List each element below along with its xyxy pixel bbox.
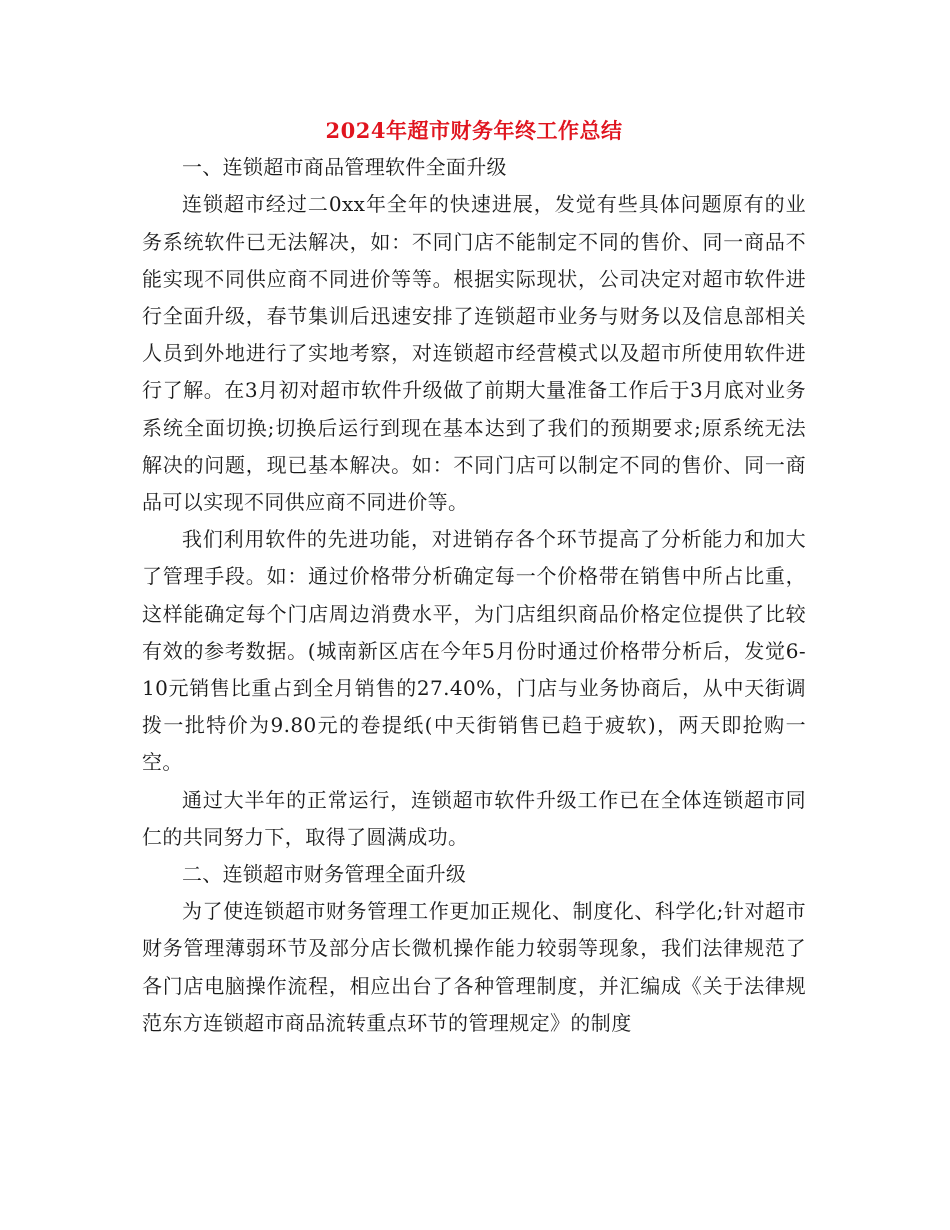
paragraph-3: 通过大半年的正常运行，连锁超市软件升级工作已在全体连锁超市同仁的共同努力下，取得了圆满成功。 bbox=[142, 787, 806, 849]
paragraph-2: 我们利用软件的先进功能，对进销存各个环节提高了分析能力和加大了管理手段。如：通过价格带分析确定每一个价格带在销售中所占比重，这样能确定每个门店周边消费水平，为门店组织商品价格定位提供了比较有效的参考数据。(城南新区店在今年5月份时通过价格带分析后，发觉6-10元销售比重占到全月销售的27.40%，门店与业务协商后，从中天街调拨一批特价为9.80元的卷提纸(中天街销售已趋于疲软)，两天即抢购一空。 bbox=[142, 527, 806, 775]
document-title: 2024年超市财务年终工作总结 bbox=[325, 118, 623, 143]
paragraph-4: 为了使连锁超市财务管理工作更加正规化、制度化、科学化;针对超市财务管理薄弱环节及部分店长微机操作能力较弱等现象，我们法律规范了各门店电脑操作流程，相应出台了各种管理制度，并汇编成《关于法律规范东方连锁超市商品流转重点环节的管理规定》的制度 bbox=[142, 899, 806, 1035]
section-heading-1: 一、连锁超市商品管理软件全面升级 bbox=[182, 155, 507, 180]
paragraph-1: 连锁超市经过二0xx年全年的快速进展，发觉有些具体问题原有的业务系统软件已无法解决，如：不同门店不能制定不同的售价、同一商品不能实现不同供应商不同进价等等。根据实际现状，公司决定对超市软件进行全面升级，春节集训后迅速安排了连锁超市业务与财务以及信息部相关人员到外地进行了实地考察，对连锁超市经营模式以及超市所使用软件进行了解。在3月初对超市软件升级做了前期大量准备工作后于3月底对业务系统全面切换;切换后运行到现在基本达到了我们的预期要求;原系统无法解决的问题，现已基本解决。如：不同门店可以制定不同的售价、同一商品可以实现不同供应商不同进价等。 bbox=[142, 192, 806, 515]
section-heading-2: 二、连锁超市财务管理全面升级 bbox=[182, 862, 467, 887]
document-body bbox=[142, 112, 806, 1042]
